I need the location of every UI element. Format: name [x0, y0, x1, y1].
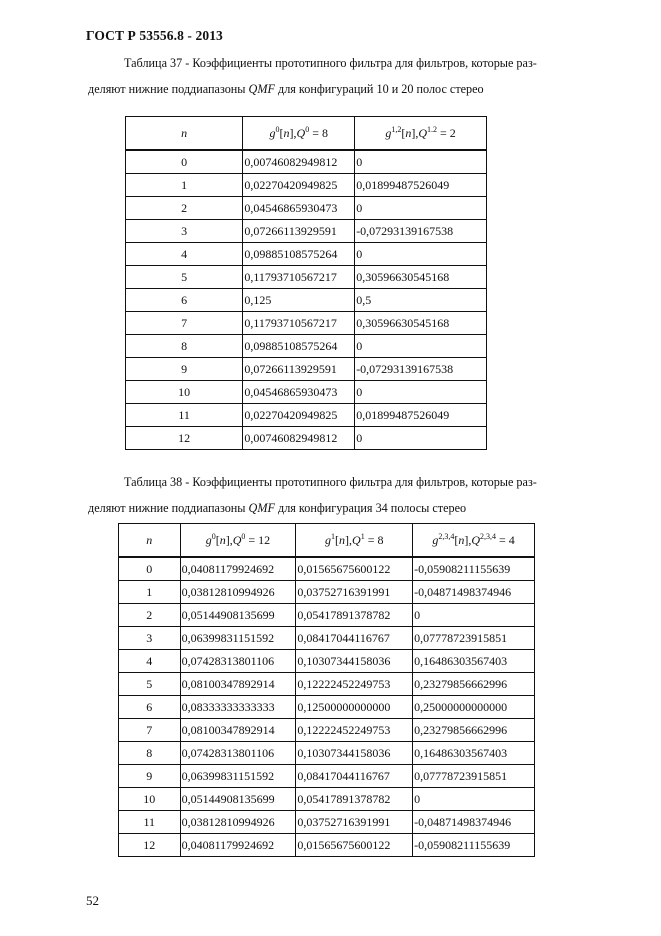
coefficient-cell: 0,01565675600122 [296, 834, 413, 857]
coefficient-cell: 0,16486303567403 [413, 650, 535, 673]
row-index-cell: 11 [126, 404, 243, 427]
coefficient-cell: 0 [413, 788, 535, 811]
table38-header-col-0: n [119, 524, 181, 558]
table37-caption-line1: Таблица 37 - Коэффициенты прототипного фильтра для фильтров, которые раз- [124, 56, 537, 70]
coefficient-cell: 0,125 [243, 289, 355, 312]
coefficient-cell: 0,08100347892914 [180, 719, 296, 742]
coefficient-cell: 0,03752716391991 [296, 581, 413, 604]
table-row [119, 650, 535, 673]
coefficient-cell: 0,08100347892914 [180, 673, 296, 696]
coefficient-cell: 0,07266113929591 [243, 358, 355, 381]
coefficient-cell: 0,23279856662996 [413, 673, 535, 696]
table37-header-col-2: $g^{1,2}[n],Q^{1.2} = 2$ [355, 117, 487, 151]
table38-header-col-1: $g^0[n],Q^0 = 12$ [180, 524, 296, 558]
table-row [119, 673, 535, 696]
coefficient-cell: 0,07778723915851 [413, 627, 535, 650]
table-row [119, 834, 535, 857]
table-row [126, 266, 487, 289]
table-row [119, 581, 535, 604]
coefficient-cell: 0,00746082949812 [243, 427, 355, 450]
table-38 [118, 523, 535, 857]
table-row [126, 174, 487, 197]
table-row [126, 197, 487, 220]
table-row [119, 696, 535, 719]
table-row [119, 765, 535, 788]
row-index-cell: 0 [126, 150, 243, 174]
coefficient-cell: 0,08333333333333 [180, 696, 296, 719]
coefficient-cell: 0,30596630545168 [355, 312, 487, 335]
coefficient-cell: 0,00746082949812 [243, 150, 355, 174]
row-index-cell: 2 [119, 604, 181, 627]
document-header: ГОСТ Р 53556.8 - 2013 [86, 28, 223, 43]
table37-caption [88, 50, 588, 102]
coefficient-cell: 0,07778723915851 [413, 765, 535, 788]
coefficient-cell: 0,03812810994926 [180, 811, 296, 834]
row-index-cell: 10 [119, 788, 181, 811]
coefficient-cell: -0,07293139167538 [355, 358, 487, 381]
coefficient-cell: 0,02270420949825 [243, 174, 355, 197]
row-index-cell: 2 [126, 197, 243, 220]
table38-header-col-2: $g^1[n],Q^1 = 8$ [296, 524, 413, 558]
page-number: 52 [86, 893, 99, 908]
row-index-cell: 5 [126, 266, 243, 289]
table-row [126, 150, 487, 174]
coefficient-cell: -0,07293139167538 [355, 220, 487, 243]
row-index-cell: 7 [119, 719, 181, 742]
row-index-cell: 12 [126, 427, 243, 450]
table37-caption-line2: деляют нижние поддиапазоны QMF для конфигураций 10 и 20 полос стерео [88, 82, 484, 96]
coefficient-cell: 0,04546865930473 [243, 197, 355, 220]
row-index-cell: 5 [119, 673, 181, 696]
coefficient-cell: 0 [355, 427, 487, 450]
row-index-cell: 0 [119, 557, 181, 581]
row-index-cell: 4 [126, 243, 243, 266]
row-index-cell: 1 [119, 581, 181, 604]
row-index-cell: 1 [126, 174, 243, 197]
table38-caption-line2: деляют нижние поддиапазоны QMF для конфигурация 34 полосы стерео [88, 501, 467, 515]
coefficient-cell: 0 [355, 335, 487, 358]
row-index-cell: 6 [126, 289, 243, 312]
coefficient-cell: 0,12500000000000 [296, 696, 413, 719]
coefficient-cell: -0,05908211155639 [413, 834, 535, 857]
coefficient-cell: 0,12222452249753 [296, 719, 413, 742]
coefficient-cell: -0,05908211155639 [413, 557, 535, 581]
coefficient-cell: 0 [355, 243, 487, 266]
table-row [126, 312, 487, 335]
table-row [119, 604, 535, 627]
row-index-cell: 8 [126, 335, 243, 358]
coefficient-cell: 0,05417891378782 [296, 604, 413, 627]
row-index-cell: 3 [119, 627, 181, 650]
coefficient-cell: 0,10307344158036 [296, 650, 413, 673]
row-index-cell: 6 [119, 696, 181, 719]
coefficient-cell: 0,01899487526049 [355, 174, 487, 197]
coefficient-cell: -0,04871498374946 [413, 581, 535, 604]
coefficient-cell: 0,11793710567217 [243, 312, 355, 335]
row-index-cell: 12 [119, 834, 181, 857]
coefficient-cell: 0 [355, 381, 487, 404]
coefficient-cell: 0,04081179924692 [180, 834, 296, 857]
row-index-cell: 4 [119, 650, 181, 673]
coefficient-cell: 0,04081179924692 [180, 557, 296, 581]
table-row [126, 358, 487, 381]
coefficient-cell: 0,05144908135699 [180, 604, 296, 627]
table38-header-col-3: $g^{2,3,4}[n],Q^{2,3,4} = 4$ [413, 524, 535, 558]
coefficient-cell: 0,02270420949825 [243, 404, 355, 427]
coefficient-cell: 0 [413, 604, 535, 627]
coefficient-cell: 0,01565675600122 [296, 557, 413, 581]
coefficient-cell: -0,04871498374946 [413, 811, 535, 834]
row-index-cell: 3 [126, 220, 243, 243]
row-index-cell: 9 [126, 358, 243, 381]
table-row [126, 381, 487, 404]
coefficient-cell: 0,09885108575264 [243, 243, 355, 266]
table38-caption-line1: Таблица 38 - Коэффициенты прототипного фильтра для фильтров, которые раз- [124, 475, 537, 489]
coefficient-cell: 0,25000000000000 [413, 696, 535, 719]
coefficient-cell: 0,03752716391991 [296, 811, 413, 834]
coefficient-cell: 0,07428313801106 [180, 650, 296, 673]
coefficient-cell: 0,5 [355, 289, 487, 312]
coefficient-cell: 0,07266113929591 [243, 220, 355, 243]
table-row [119, 811, 535, 834]
table-row [119, 627, 535, 650]
table-row [119, 557, 535, 581]
coefficient-cell: 0 [355, 197, 487, 220]
coefficient-cell: 0,05417891378782 [296, 788, 413, 811]
coefficient-cell: 0,06399831151592 [180, 765, 296, 788]
coefficient-cell: 0,04546865930473 [243, 381, 355, 404]
table-row [126, 427, 487, 450]
coefficient-cell: 0,30596630545168 [355, 266, 487, 289]
row-index-cell: 9 [119, 765, 181, 788]
coefficient-cell: 0,10307344158036 [296, 742, 413, 765]
table38-caption [88, 469, 588, 521]
table37-header-col-0: n [126, 117, 243, 151]
table-row [119, 742, 535, 765]
table-row [126, 404, 487, 427]
row-index-cell: 10 [126, 381, 243, 404]
row-index-cell: 7 [126, 312, 243, 335]
coefficient-cell: 0,08417044116767 [296, 627, 413, 650]
coefficient-cell: 0,01899487526049 [355, 404, 487, 427]
table-37 [125, 116, 487, 450]
coefficient-cell: 0,09885108575264 [243, 335, 355, 358]
table37-header-col-1: $g^0[n],Q^0 = 8$ [243, 117, 355, 151]
coefficient-cell: 0,07428313801106 [180, 742, 296, 765]
coefficient-cell: 0,11793710567217 [243, 266, 355, 289]
row-index-cell: 11 [119, 811, 181, 834]
coefficient-cell: 0,03812810994926 [180, 581, 296, 604]
coefficient-cell: 0,16486303567403 [413, 742, 535, 765]
table-row [119, 788, 535, 811]
coefficient-cell: 0,08417044116767 [296, 765, 413, 788]
coefficient-cell: 0,05144908135699 [180, 788, 296, 811]
table-row [119, 719, 535, 742]
coefficient-cell: 0,06399831151592 [180, 627, 296, 650]
table-row [126, 220, 487, 243]
table-row [126, 289, 487, 312]
coefficient-cell: 0 [355, 150, 487, 174]
table-row [126, 335, 487, 358]
coefficient-cell: 0,12222452249753 [296, 673, 413, 696]
coefficient-cell: 0,23279856662996 [413, 719, 535, 742]
table-row [126, 243, 487, 266]
row-index-cell: 8 [119, 742, 181, 765]
